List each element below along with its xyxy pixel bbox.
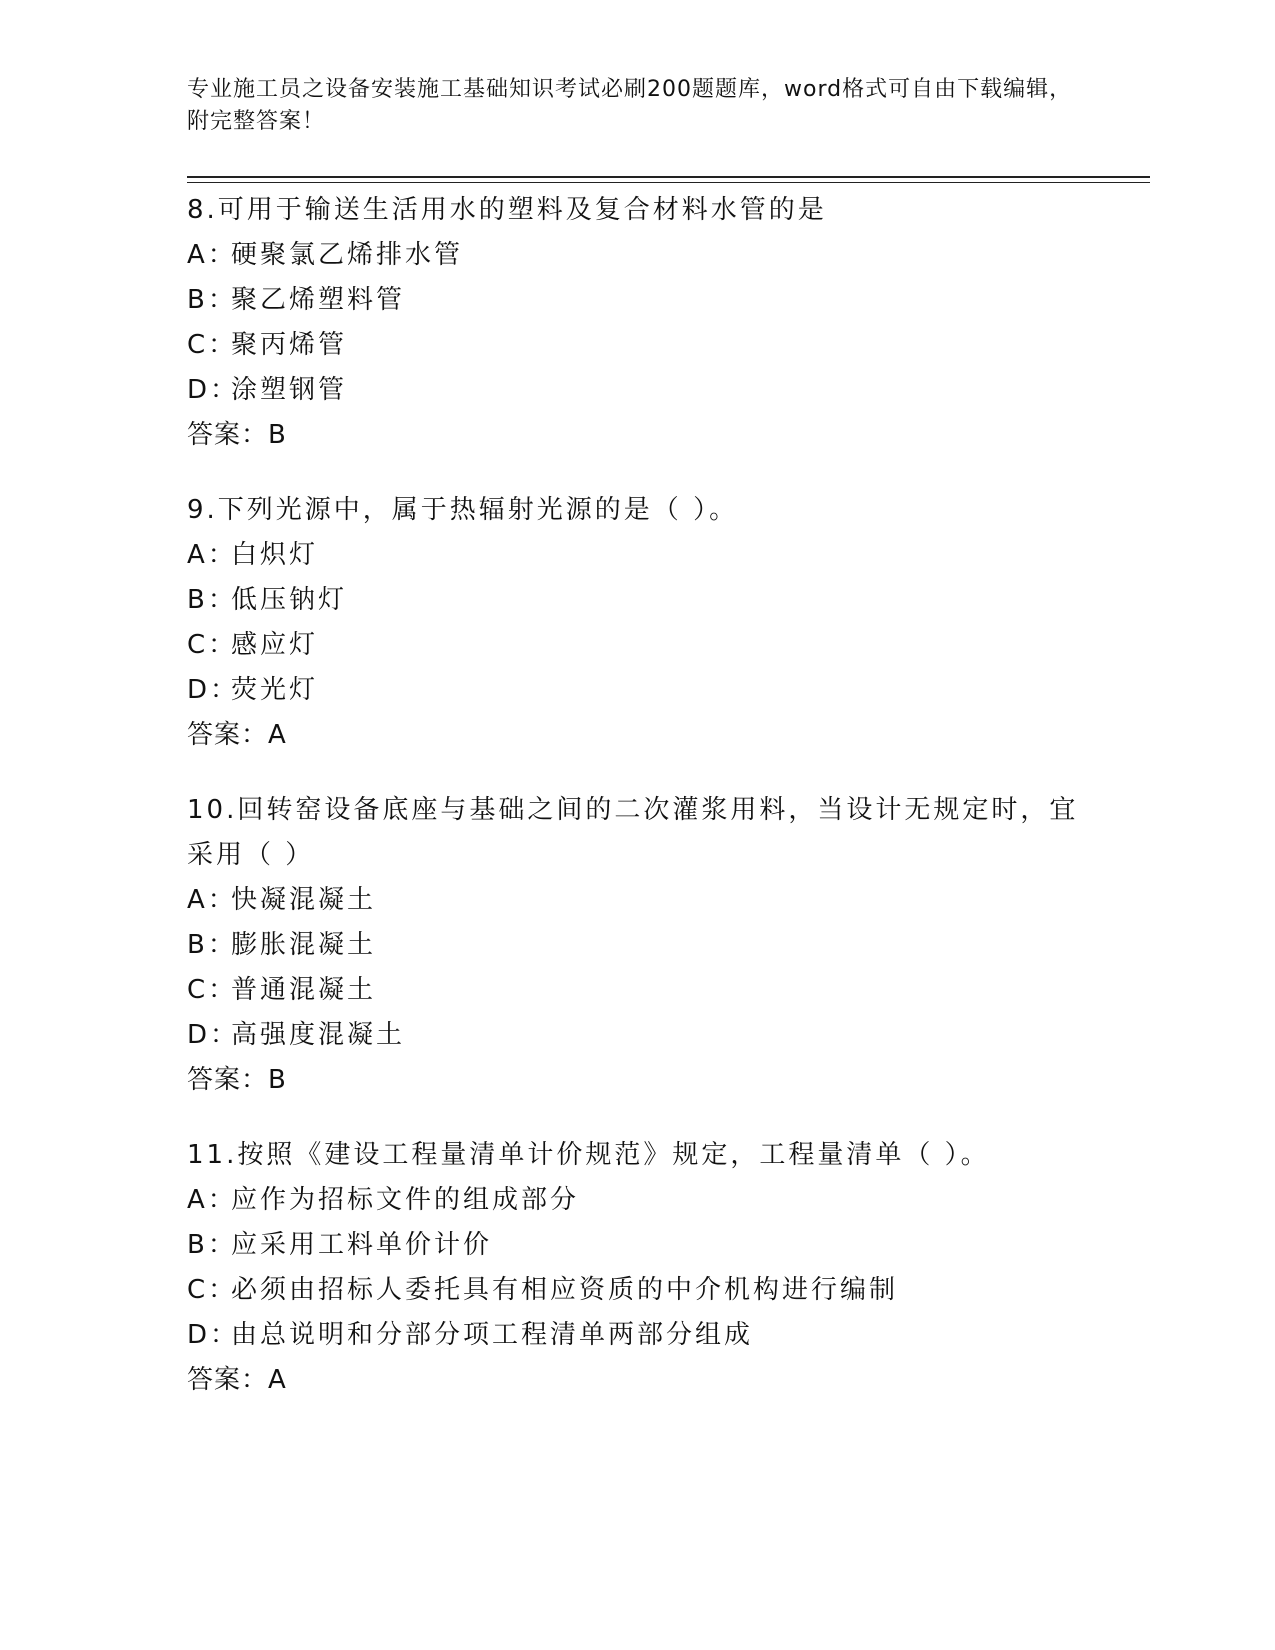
option-b <box>187 923 1087 968</box>
option-text: 高强度混凝土 <box>231 1020 406 1050</box>
option-letter: D： <box>187 1320 240 1350</box>
option-a <box>187 1178 1087 1223</box>
option-letter: A： <box>187 240 237 270</box>
option-letter: C： <box>187 975 238 1005</box>
option-b <box>187 278 1087 323</box>
option-text: 聚丙烯管 <box>231 330 348 360</box>
question-9 <box>187 488 1087 758</box>
question-text: 8.可用于输送生活用水的塑料及复合材料水管的是 <box>187 195 827 225</box>
option-d <box>187 668 1087 713</box>
option-text: 感应灯 <box>231 630 319 660</box>
option-c <box>187 623 1087 668</box>
answer-line: 答案：B <box>187 1065 287 1095</box>
answer-line: 答案：A <box>187 1365 287 1395</box>
option-text: 硬聚氯乙烯排水管 <box>231 240 464 270</box>
option-d <box>187 1013 1087 1058</box>
option-a <box>187 533 1087 578</box>
option-text: 膨胀混凝土 <box>231 930 377 960</box>
option-text: 涂塑钢管 <box>231 375 348 405</box>
question-text: 10.回转窑设备底座与基础之间的二次灌浆用料，当设计无规定时，宜采用（ ） <box>187 795 1079 870</box>
option-c <box>187 1268 1087 1313</box>
question-11 <box>187 1133 1087 1403</box>
option-a <box>187 878 1087 923</box>
question-text: 9.下列光源中，属于热辐射光源的是（ ）。 <box>187 495 739 525</box>
question-8 <box>187 188 1087 458</box>
option-letter: A： <box>187 885 237 915</box>
option-text: 应采用工料单价计价 <box>231 1230 493 1260</box>
option-c <box>187 968 1087 1013</box>
answer-line: 答案：B <box>187 420 287 450</box>
option-letter: D： <box>187 375 240 405</box>
page-header: 专业施工员之设备安装施工基础知识考试必刷200题题库，word格式可自由下载编辑，附完整答案！ <box>187 77 1073 134</box>
option-letter: A： <box>187 540 237 570</box>
header-divider-thick <box>187 176 1150 178</box>
option-text: 低压钠灯 <box>231 585 348 615</box>
option-a <box>187 233 1087 278</box>
option-letter: C： <box>187 330 238 360</box>
question-text: 11.按照《建设工程量清单计价规范》规定，工程量清单（ ）。 <box>187 1140 990 1170</box>
option-c <box>187 323 1087 368</box>
option-d <box>187 1313 1087 1358</box>
option-letter: B： <box>187 285 237 315</box>
option-letter: C： <box>187 630 238 660</box>
option-text: 由总说明和分部分项工程清单两部分组成 <box>231 1320 754 1350</box>
option-text: 普通混凝土 <box>231 975 377 1005</box>
option-b <box>187 578 1087 623</box>
header-divider-thin <box>187 182 1150 183</box>
option-letter: B： <box>187 930 237 960</box>
option-d <box>187 368 1087 413</box>
option-text: 必须由招标人委托具有相应资质的中介机构进行编制 <box>231 1275 899 1305</box>
option-letter: C： <box>187 1275 238 1305</box>
question-list <box>187 188 1087 1433</box>
option-letter: A： <box>187 1185 237 1215</box>
option-text: 应作为招标文件的组成部分 <box>231 1185 580 1215</box>
option-text: 快凝混凝土 <box>231 885 377 915</box>
option-text: 荧光灯 <box>231 675 319 705</box>
option-b <box>187 1223 1087 1268</box>
answer-line: 答案：A <box>187 720 287 750</box>
option-text: 白炽灯 <box>231 540 319 570</box>
option-letter: D： <box>187 1020 240 1050</box>
option-letter: B： <box>187 1230 237 1260</box>
question-10 <box>187 788 1087 1103</box>
option-letter: B： <box>187 585 237 615</box>
option-letter: D： <box>187 675 240 705</box>
option-text: 聚乙烯塑料管 <box>231 285 406 315</box>
